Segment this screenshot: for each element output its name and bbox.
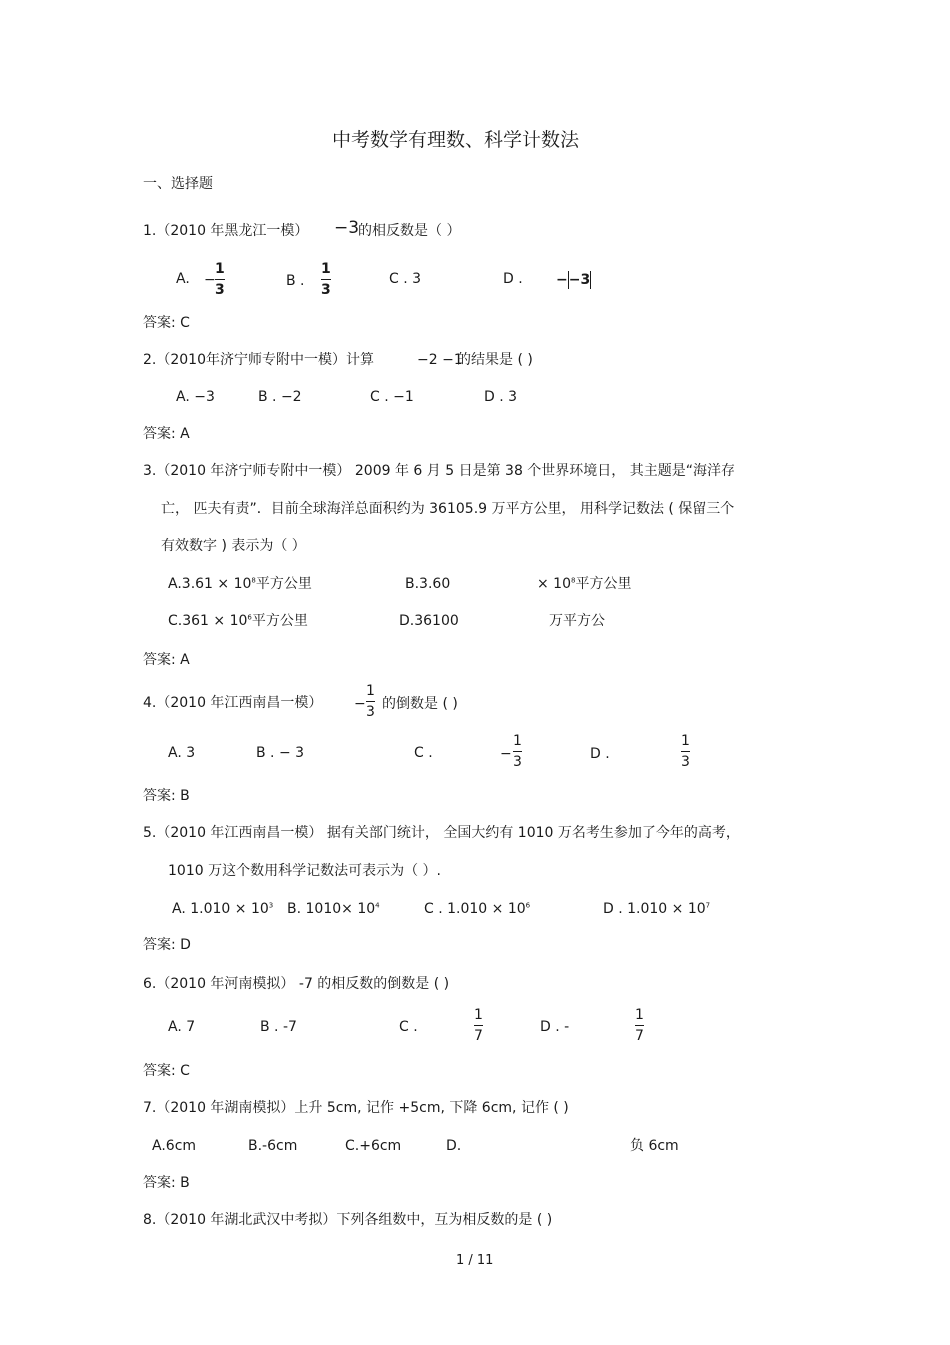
question-stem: 6.（2010 年河南模拟） -7 的相反数的倒数是 ( ) bbox=[143, 976, 450, 992]
exponent: 6 bbox=[247, 613, 252, 622]
fraction-denominator: 7 bbox=[635, 1028, 644, 1044]
fraction-denominator: 3 bbox=[366, 704, 375, 720]
question-line-2: 亡， 匹夫有责”．目前全球海洋总面积约为 36105.9 万平方公里， 用科学记数法 ( 保留三个 bbox=[161, 501, 735, 517]
option-b-label: B.3.60 bbox=[405, 576, 451, 592]
option-d: D . 3 bbox=[484, 389, 518, 405]
answer: 答案: B bbox=[143, 1175, 190, 1191]
option-a bbox=[168, 577, 312, 591]
option-b bbox=[287, 902, 380, 916]
abs-inner: −3 bbox=[568, 272, 591, 288]
option-d-label: D.36100 bbox=[399, 613, 459, 629]
option-c bbox=[168, 614, 308, 628]
option-b-label: B . bbox=[286, 273, 305, 289]
option-c bbox=[424, 902, 530, 916]
option-a bbox=[172, 902, 273, 916]
question-line-3: 有效数字 ) 表示为（ ） bbox=[161, 538, 306, 554]
option-d-label: D. bbox=[446, 1138, 462, 1154]
fraction-denominator: 3 bbox=[513, 754, 522, 770]
fraction-numerator: 1 bbox=[513, 733, 522, 749]
option-d-value: 负 6cm bbox=[630, 1138, 679, 1154]
unit-text: 平方公里 bbox=[575, 576, 632, 592]
fraction-one-third bbox=[366, 684, 375, 719]
question-stem: 8.（2010 年湖北武汉中考拟）下列各组数中，互为相反数的是 ( ) bbox=[143, 1212, 553, 1228]
fraction-numerator: 1 bbox=[215, 261, 225, 277]
question-tail: 的结果是 ( ) bbox=[457, 352, 533, 368]
answer: 答案: A bbox=[143, 426, 190, 442]
answer: 答案: C bbox=[143, 315, 190, 331]
fraction-numerator: 1 bbox=[474, 1007, 483, 1023]
unit-text: 平方公里 bbox=[255, 576, 312, 592]
option-b: B.-6cm bbox=[248, 1138, 298, 1154]
question-stem: 1.（2010 年黑龙江一模） bbox=[143, 223, 309, 239]
exponent: 6 bbox=[525, 901, 531, 910]
fraction-numerator: 1 bbox=[635, 1007, 644, 1023]
option-d-label: D . bbox=[590, 746, 610, 762]
exponent: 3 bbox=[268, 901, 274, 910]
option-a: A. 7 bbox=[168, 1019, 196, 1035]
math-expression: −2 −1 bbox=[417, 352, 463, 368]
option-b: B . − 3 bbox=[256, 745, 305, 761]
option-text: × 10 bbox=[537, 576, 571, 592]
option-d-label: D . bbox=[503, 271, 523, 287]
fraction-one-third bbox=[321, 262, 331, 297]
minus-sign: − bbox=[500, 746, 512, 762]
exponent: 4 bbox=[375, 901, 380, 910]
answer: 答案: B bbox=[143, 788, 190, 804]
absolute-value-expression bbox=[556, 271, 591, 289]
option-text: A.3.61 × 10 bbox=[168, 576, 252, 592]
exponent: 8 bbox=[571, 576, 576, 585]
answer: 答案: C bbox=[143, 1063, 190, 1079]
fraction-one-third bbox=[215, 262, 225, 297]
option-c: C.+6cm bbox=[345, 1138, 402, 1154]
question-line-1: 3.（2010 年济宁师专附中一模） 2009 年 6 月 5 日是第 38 个世界环境日， 其主题是“海洋存 bbox=[143, 463, 735, 479]
option-text: C . 1.010 × 10 bbox=[424, 901, 526, 917]
fraction-denominator: 3 bbox=[321, 282, 331, 298]
option-c-label: C . bbox=[399, 1019, 418, 1035]
question-tail: 的相反数是（ ） bbox=[358, 223, 461, 239]
page-title: 中考数学有理数、科学计数法 bbox=[332, 129, 580, 151]
question-line-1: 5.（2010 年江西南昌一模） 据有关部门统计， 全国大约有 1010 万名考生参加了今年的高考， bbox=[143, 825, 740, 841]
section-heading: 一、选择题 bbox=[143, 176, 213, 192]
question-stem: 4.（2010 年江西南昌一模） bbox=[143, 695, 323, 711]
option-b: B . -7 bbox=[260, 1019, 297, 1035]
option-d bbox=[603, 902, 710, 916]
page-number: 1 / 11 bbox=[456, 1253, 494, 1268]
option-d-unit: 万平方公 bbox=[549, 613, 605, 629]
option-a-label: A. bbox=[176, 271, 190, 287]
option-b: B . −2 bbox=[258, 389, 302, 405]
option-c-label: C . bbox=[414, 745, 433, 761]
fraction-denominator: 7 bbox=[474, 1028, 483, 1044]
option-c: C . −1 bbox=[370, 389, 414, 405]
fraction-denominator: 3 bbox=[215, 282, 225, 298]
fraction-numerator: 1 bbox=[366, 683, 375, 699]
unit-text: 平方公里 bbox=[251, 613, 308, 629]
answer: 答案: A bbox=[143, 652, 190, 668]
fraction-one-third bbox=[513, 734, 522, 769]
fraction-one-seventh bbox=[474, 1008, 483, 1043]
option-a: A. −3 bbox=[176, 389, 215, 405]
option-text: C.361 × 10 bbox=[168, 613, 248, 629]
fraction-one-seventh bbox=[635, 1008, 644, 1043]
answer: 答案: D bbox=[143, 937, 191, 953]
option-a: A. 3 bbox=[168, 745, 196, 761]
question-stem: 2.（2010年济宁师专附中一模）计算 bbox=[143, 352, 374, 368]
option-text: A. 1.010 × 10 bbox=[172, 901, 269, 917]
fraction-denominator: 3 bbox=[681, 754, 690, 770]
option-c: C . 3 bbox=[389, 271, 422, 287]
question-tail: 的倒数是 ( ) bbox=[382, 696, 458, 712]
option-b-value bbox=[537, 577, 631, 591]
question-line-2: 1010 万这个数用科学记数法可表示为（ ）. bbox=[168, 863, 441, 879]
fraction-numerator: 1 bbox=[321, 261, 331, 277]
fraction-numerator: 1 bbox=[681, 733, 690, 749]
fraction-one-third bbox=[681, 734, 690, 769]
option-text: D . 1.010 × 10 bbox=[603, 901, 706, 917]
option-a: A.6cm bbox=[152, 1138, 197, 1154]
exponent: 7 bbox=[705, 901, 711, 910]
question-stem: 7.（2010 年湖南模拟）上升 5cm, 记作 +5cm, 下降 6cm, 记作 ( ) bbox=[143, 1100, 569, 1116]
minus-sign: − bbox=[556, 272, 568, 288]
option-text: B. 1010× 10 bbox=[287, 901, 376, 917]
math-expression: −3 bbox=[334, 218, 360, 238]
exponent: 8 bbox=[251, 576, 256, 585]
option-d-label: D . - bbox=[540, 1019, 570, 1035]
minus-sign: − bbox=[354, 696, 366, 712]
minus-sign: − bbox=[204, 272, 216, 288]
